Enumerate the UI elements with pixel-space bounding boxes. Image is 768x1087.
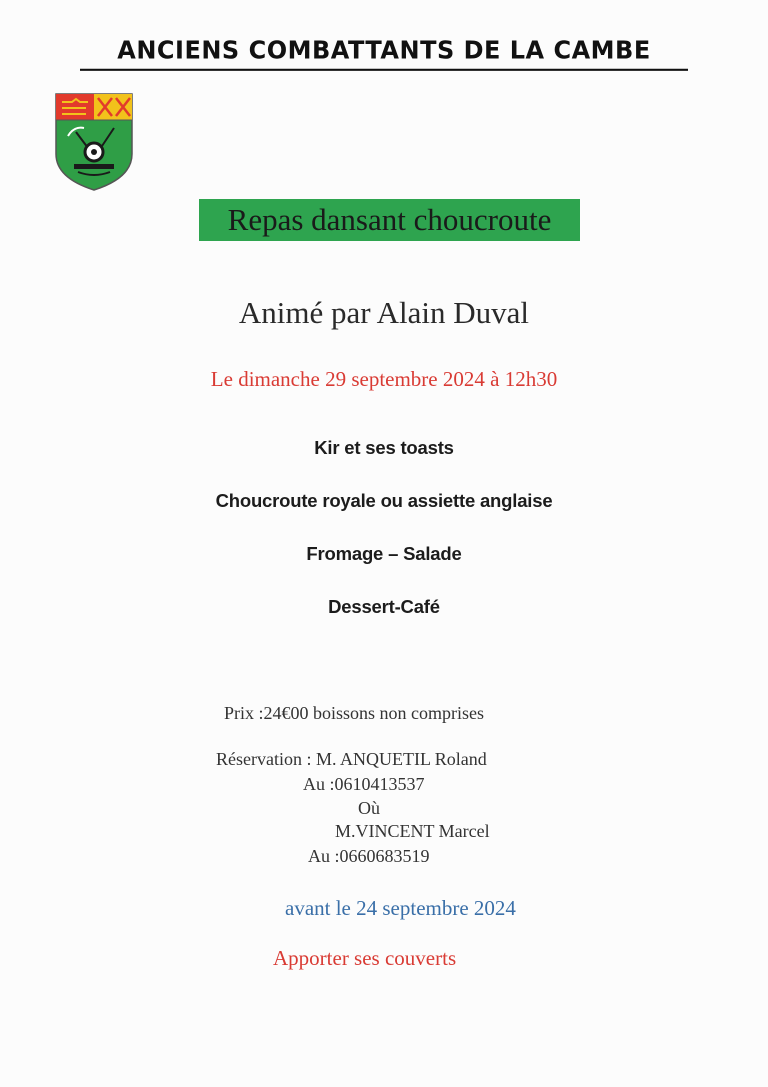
reservation-contact: Réservation : M. ANQUETIL Roland xyxy=(216,749,487,769)
coat-of-arms-icon xyxy=(54,92,134,192)
bring-cutlery-note: Apporter ses couverts xyxy=(273,946,457,970)
reservation-phone-alt: Au :0660683519 xyxy=(308,846,430,866)
reservation-contact-alt: M.VINCENT Marcel xyxy=(335,821,490,841)
menu-item: Kir et ses toasts xyxy=(314,437,454,458)
reservation-or: Où xyxy=(358,798,380,818)
menu-item: Dessert-Café xyxy=(328,596,440,617)
event-title-banner: Repas dansant choucroute xyxy=(199,199,580,241)
reservation-deadline: avant le 24 septembre 2024 xyxy=(285,896,516,920)
event-date: Le dimanche 29 septembre 2024 à 12h30 xyxy=(210,367,558,391)
menu-item: Fromage – Salade xyxy=(306,543,462,564)
price-line: Prix :24€00 boissons non comprises xyxy=(224,703,485,723)
organization-title: ANCIENS COMBATTANTS DE LA CAMBE xyxy=(80,35,688,71)
menu-item: Choucroute royale ou assiette anglaise xyxy=(215,490,553,511)
reservation-phone: Au :0610413537 xyxy=(303,774,425,794)
host-line: Animé par Alain Duval xyxy=(238,295,530,330)
